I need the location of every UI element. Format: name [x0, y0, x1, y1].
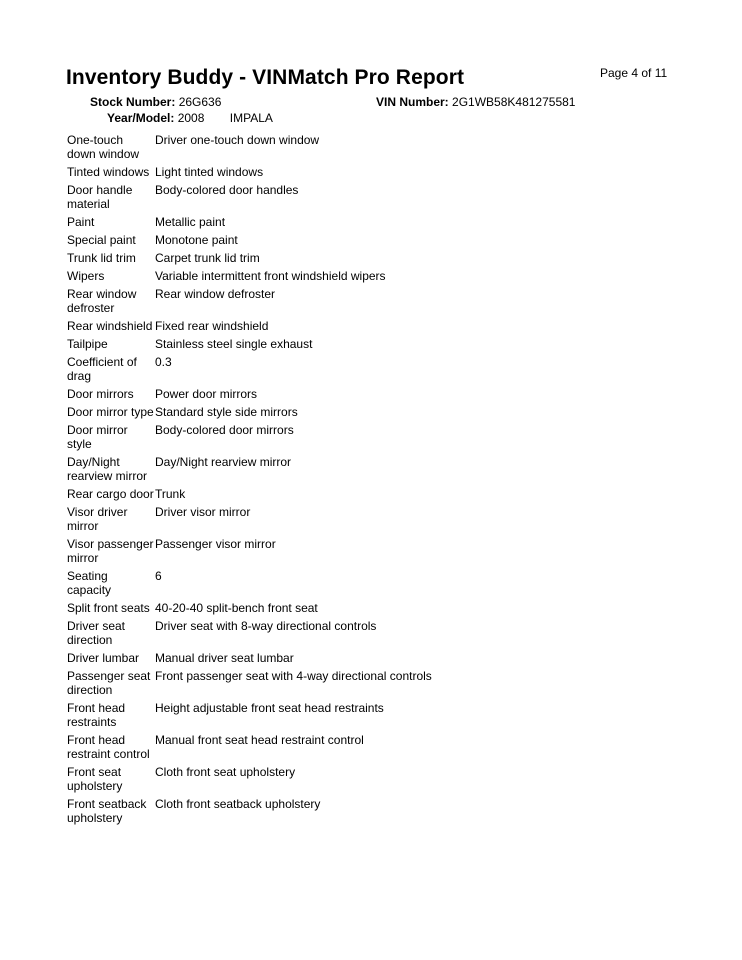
feature-name: Door handle material	[67, 183, 133, 211]
feature-value: Cloth front seat upholstery	[155, 765, 296, 779]
feature-name: Split front seats	[67, 601, 150, 615]
feature-name: Rear cargo door	[67, 487, 154, 501]
vin-number-value: 2G1WB58K481275581	[452, 95, 576, 109]
feature-value: Metallic paint	[155, 215, 226, 229]
feature-value: Light tinted windows	[155, 165, 264, 179]
feature-name: Front head restraints	[67, 701, 126, 729]
feature-name: Day/Night rearview mirror	[67, 455, 148, 483]
feature-row	[67, 355, 707, 383]
feature-value: Fixed rear windshield	[155, 319, 269, 333]
feature-name: Front seatback upholstery	[67, 797, 147, 825]
feature-value: 40-20-40 split-bench front seat	[155, 601, 318, 615]
feature-value: Body-colored door handles	[155, 183, 299, 197]
feature-row	[67, 765, 707, 793]
feature-value: Body-colored door mirrors	[155, 423, 294, 437]
feature-row	[67, 165, 707, 179]
feature-name: Tinted windows	[67, 165, 150, 179]
year-model-label: Year/Model:	[107, 111, 175, 125]
feature-row	[67, 133, 707, 161]
feature-name: Passenger seat direction	[67, 669, 151, 697]
feature-name: Paint	[67, 215, 95, 229]
feature-value: Driver one-touch down window	[155, 133, 320, 147]
feature-table	[67, 133, 707, 829]
feature-name: Tailpipe	[67, 337, 108, 351]
feature-value: Power door mirrors	[155, 387, 258, 401]
year-value: 2008	[177, 111, 205, 125]
feature-row	[67, 183, 707, 211]
stock-number-value: 26G636	[178, 95, 222, 109]
feature-name: Visor passenger mirror	[67, 537, 154, 565]
feature-value: Stainless steel single exhaust	[155, 337, 313, 351]
vin-number	[376, 95, 575, 109]
feature-row	[67, 669, 707, 697]
feature-value: Variable intermittent front windshield wipers	[155, 269, 386, 283]
feature-name: Driver seat direction	[67, 619, 126, 647]
feature-row	[67, 601, 707, 615]
feature-value: Standard style side mirrors	[155, 405, 298, 419]
feature-value: Manual front seat head restraint control	[155, 733, 364, 747]
feature-name: Wipers	[67, 269, 105, 283]
feature-name: Special paint	[67, 233, 136, 247]
feature-value: Day/Night rearview mirror	[155, 455, 292, 469]
feature-row	[67, 569, 707, 597]
feature-name: Rear window defroster	[67, 287, 137, 315]
feature-row	[67, 405, 707, 419]
feature-name: Front head restraint control	[67, 733, 150, 761]
feature-row	[67, 733, 707, 761]
feature-name: Coefficient of drag	[67, 355, 137, 383]
feature-row	[67, 487, 707, 501]
feature-row	[67, 269, 707, 283]
feature-value: Driver visor mirror	[155, 505, 251, 519]
feature-name: Driver lumbar	[67, 651, 140, 665]
feature-name: One-touch down window	[67, 133, 140, 161]
feature-row	[67, 387, 707, 401]
feature-value: Rear window defroster	[155, 287, 276, 301]
feature-row	[67, 251, 707, 265]
feature-name: Door mirror style	[67, 423, 128, 451]
feature-value: Driver seat with 8-way directional controls	[155, 619, 377, 633]
feature-name: Trunk lid trim	[67, 251, 136, 265]
feature-row	[67, 337, 707, 351]
report-title: Inventory Buddy - VINMatch Pro Report	[66, 66, 465, 89]
feature-row	[67, 455, 707, 483]
feature-row	[67, 423, 707, 451]
feature-row	[67, 233, 707, 247]
feature-value: Trunk	[155, 487, 186, 501]
feature-value: Front passenger seat with 4-way directional controls	[155, 669, 432, 683]
feature-value: Passenger visor mirror	[155, 537, 276, 551]
feature-value: Carpet trunk lid trim	[155, 251, 260, 265]
feature-row	[67, 319, 707, 333]
feature-value: 0.3	[155, 355, 172, 369]
year-model	[107, 111, 273, 125]
feature-value: 6	[155, 569, 162, 583]
feature-row	[67, 505, 707, 533]
feature-row	[67, 287, 707, 315]
stock-number-label: Stock Number:	[90, 95, 176, 109]
feature-row	[67, 701, 707, 729]
vin-number-label: VIN Number:	[376, 95, 449, 109]
feature-name: Door mirror type	[67, 405, 154, 419]
feature-row	[67, 619, 707, 647]
feature-row	[67, 651, 707, 665]
page-number: Page 4 of 11	[600, 66, 668, 80]
feature-name: Door mirrors	[67, 387, 134, 401]
feature-name: Front seat upholstery	[67, 765, 123, 793]
feature-name: Visor driver mirror	[67, 505, 128, 533]
feature-value: Height adjustable front seat head restraints	[155, 701, 384, 715]
model-value: IMPALA	[229, 111, 273, 125]
stock-number	[90, 95, 221, 109]
feature-name: Rear windshield	[67, 319, 153, 333]
feature-row	[67, 215, 707, 229]
feature-row	[67, 537, 707, 565]
feature-name: Seating capacity	[67, 569, 112, 597]
feature-value: Monotone paint	[155, 233, 238, 247]
feature-value: Manual driver seat lumbar	[155, 651, 294, 665]
feature-value: Cloth front seatback upholstery	[155, 797, 321, 811]
feature-row	[67, 797, 707, 825]
